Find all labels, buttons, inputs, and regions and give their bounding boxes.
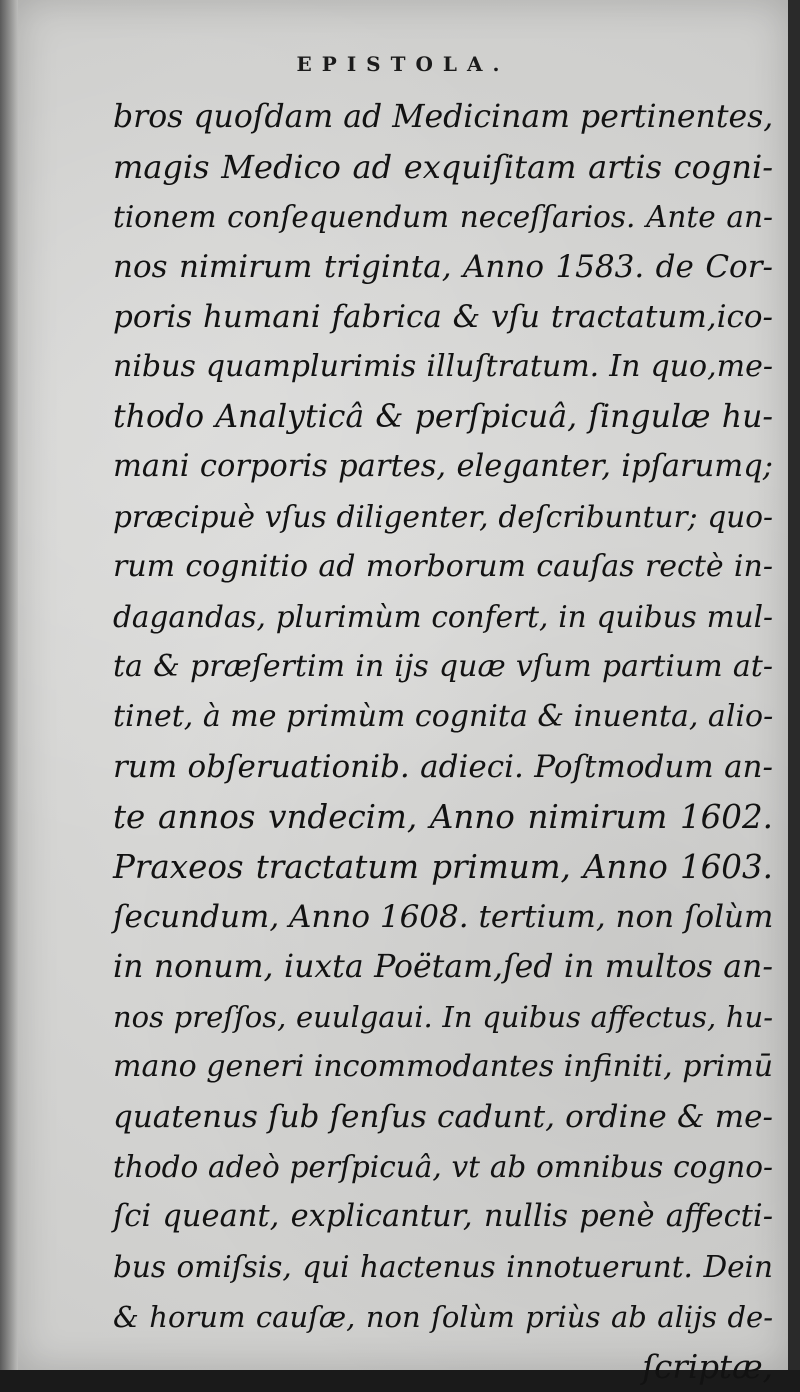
text-line: in nonum, iuxta Poëtam,ſed in multos an- xyxy=(113,949,773,985)
text-line: thodo adeò perſpicuâ, vt ab omnibus cogno- xyxy=(113,1150,773,1184)
text-line: quatenus ſub ſenſus cadunt, ordine & me- xyxy=(113,1099,773,1135)
text-line: mano generi incommodantes infiniti, primū xyxy=(113,1049,774,1084)
text-line: thodo Analyticâ & perſpicuâ, ſingulæ hu- xyxy=(113,399,773,435)
page-gutter-shadow xyxy=(0,0,18,1370)
text-line: & horum cauſæ, non ſolùm priùs ab alijs de- xyxy=(113,1300,773,1334)
page-edge-shadow xyxy=(788,0,800,1370)
text-line: nos preſſos, euulgaui. In quibus affectus, hu- xyxy=(113,1000,773,1034)
text-line: magis Medico ad exquiſitam artis cogni- xyxy=(113,148,773,186)
text-line: tinet, à me primùm cognita & inuenta, alio- xyxy=(113,699,774,734)
book-page xyxy=(18,0,788,1386)
text-line: rum cognitio ad morborum cauſas rectè in- xyxy=(113,549,773,584)
text-line: Praxeos tractatum primum, Anno 1603. xyxy=(113,848,773,886)
catchword: ſcriptæ, xyxy=(642,1348,773,1386)
text-line: te annos vndecim, Anno nimirum 1602. xyxy=(113,798,773,836)
text-line: rum obſeruationib. adieci. Poſtmodum an- xyxy=(113,749,773,785)
text-line: ta & præſertim in ijs quæ vſum partium at- xyxy=(113,649,773,684)
text-line: nibus quamplurimis illuſtratum. In quo,me- xyxy=(113,349,773,384)
text-line: mani corporis partes, eleganter, ipſarumq; xyxy=(113,449,773,484)
text-line: bus omiſsis, qui hactenus innotuerunt. Dein xyxy=(113,1250,773,1284)
text-line: nos nimirum triginta, Anno 1583. de Cor- xyxy=(113,249,773,285)
body-text xyxy=(113,92,773,1392)
text-line: dagandas, plurimùm confert, in quibus mul- xyxy=(113,600,773,634)
text-line: tionem conſequendum neceſſarios. Ante an- xyxy=(113,200,773,234)
text-line: præcipuè vſus diligenter, deſcribuntur; quo- xyxy=(113,500,773,534)
text-line: ſecundum, Anno 1608. tertium, non ſolùm xyxy=(113,899,774,935)
text-line: ſci queant, explicantur, nullis penè affecti- xyxy=(113,1199,773,1234)
text-line: bros quoſdam ad Medicinam pertinentes, xyxy=(113,99,774,135)
text-line: poris humani fabrica & vſu tractatum,ico- xyxy=(113,299,773,335)
running-head: EPISTOLA. xyxy=(296,52,510,76)
